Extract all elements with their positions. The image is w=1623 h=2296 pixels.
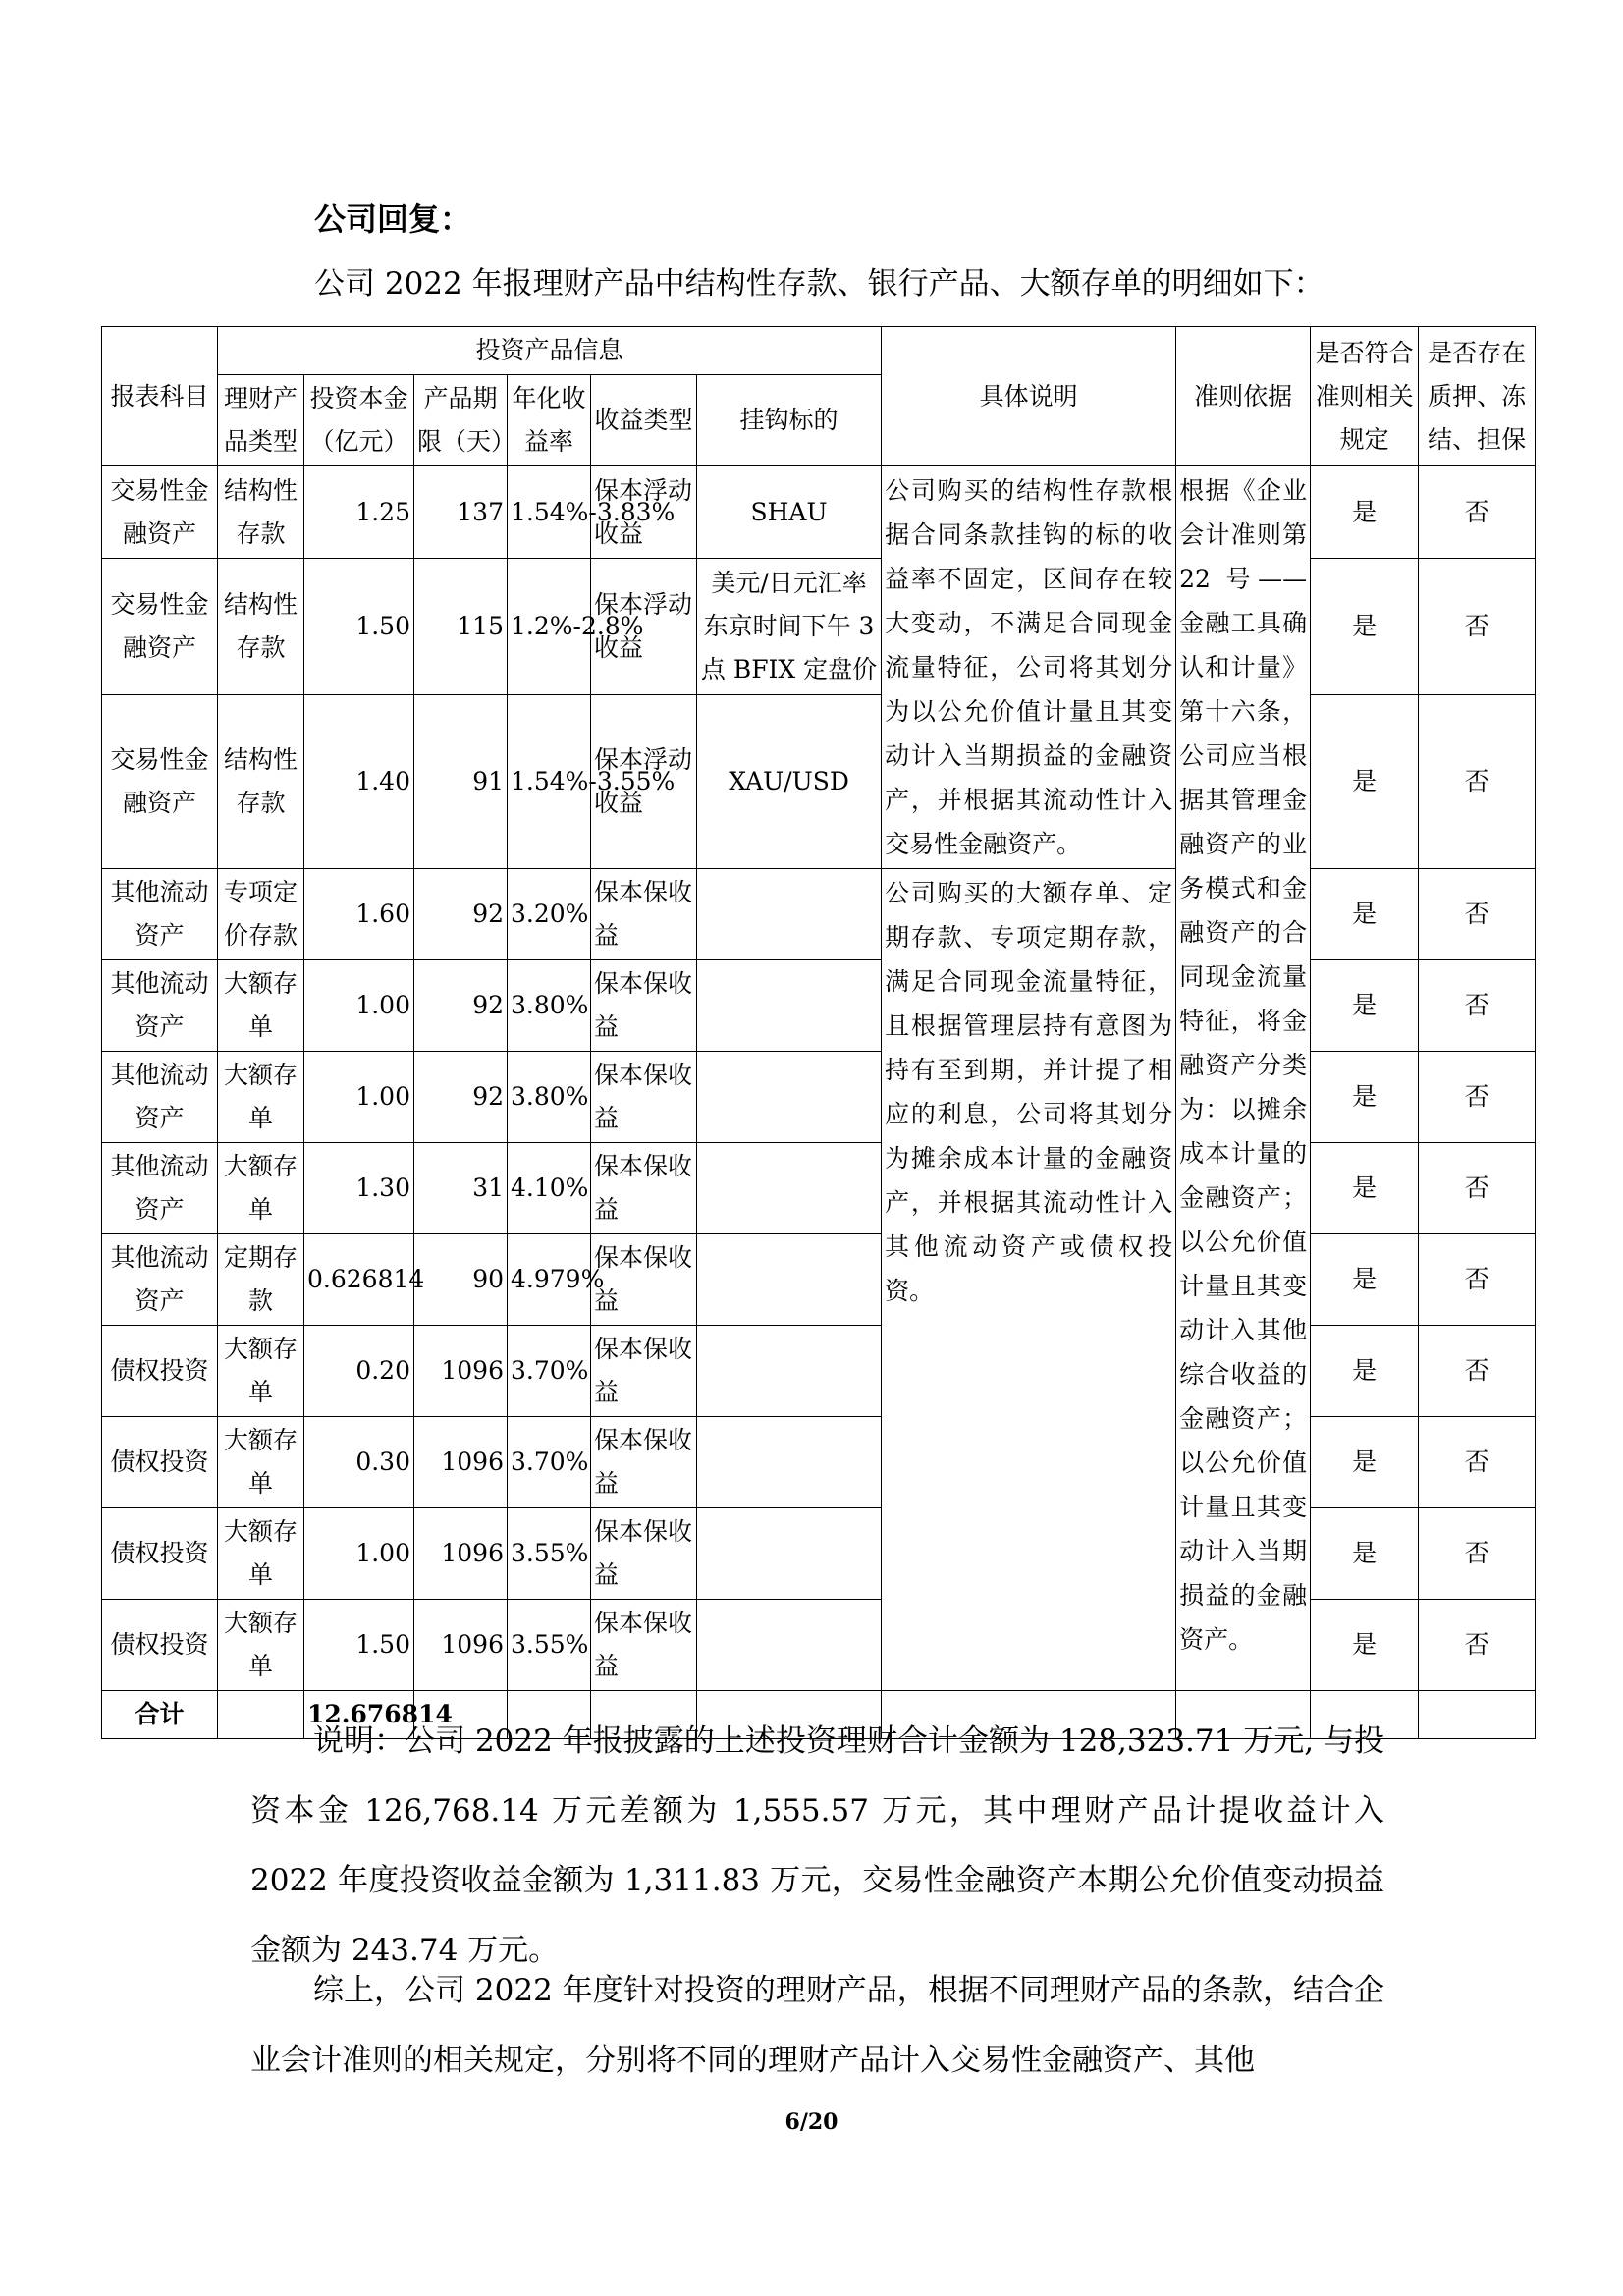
yield-cell: 3.55% — [508, 1600, 591, 1691]
account-cell: 债权投资 — [102, 1508, 218, 1600]
underlying-cell — [697, 1417, 882, 1508]
underlying-cell — [697, 1600, 882, 1691]
product-type-cell: 定期存款 — [218, 1234, 304, 1326]
table-row — [102, 1600, 1536, 1691]
total-empty-cell — [1419, 1691, 1536, 1739]
product-type-cell: 大额存单 — [218, 1417, 304, 1508]
table-row — [102, 869, 1536, 960]
table-row — [102, 960, 1536, 1052]
term-cell: 31 — [414, 1143, 508, 1234]
product-type-cell: 大额存单 — [218, 1052, 304, 1143]
yield-cell: 4.979% — [508, 1234, 591, 1326]
explanation-structured-cell: 公司购买的结构性存款根据合同条款挂钩的标的收益率不固定，区间存在较大变动，不满足合同现金流量特征，公司将其划分为以公允价值计量且其变动计入当期损益的金融资产，并根据其流动性计入交易性金融资产。 — [882, 466, 1176, 869]
table-row — [102, 1508, 1536, 1600]
table-row — [102, 1417, 1536, 1508]
yield-cell: 3.55% — [508, 1508, 591, 1600]
yield-cell: 1.54%-3.83% — [508, 466, 591, 559]
yield-cell: 3.20% — [508, 869, 591, 960]
underlying-cell — [697, 1508, 882, 1600]
income-type-cell: 保本保收益 — [591, 1508, 697, 1600]
product-type-cell: 大额存单 — [218, 960, 304, 1052]
table-row — [102, 466, 1536, 559]
term-cell: 115 — [414, 559, 508, 695]
underlying-cell: XAU/USD — [697, 694, 882, 868]
underlying-cell — [697, 960, 882, 1052]
pledge-cell: 否 — [1419, 1600, 1536, 1691]
table-row — [102, 1234, 1536, 1326]
account-cell: 债权投资 — [102, 1600, 218, 1691]
compliant-cell: 是 — [1311, 960, 1419, 1052]
header-basis: 准则依据 — [1176, 327, 1311, 466]
header-principal: 投资本金（亿元） — [304, 375, 414, 466]
yield-cell: 4.10% — [508, 1143, 591, 1234]
account-cell: 债权投资 — [102, 1326, 218, 1417]
term-cell: 90 — [414, 1234, 508, 1326]
compliant-cell: 是 — [1311, 869, 1419, 960]
pledge-cell: 否 — [1419, 1234, 1536, 1326]
total-value-cell: 12.676814 — [304, 1691, 414, 1739]
table-row — [102, 694, 1536, 868]
account-cell: 其他流动资产 — [102, 1234, 218, 1326]
income-type-cell: 保本浮动收益 — [591, 466, 697, 559]
page-number: 6/20 — [784, 2109, 839, 2135]
income-type-cell: 保本浮动收益 — [591, 559, 697, 695]
income-type-cell: 保本浮动收益 — [591, 694, 697, 868]
compliant-cell: 是 — [1311, 694, 1419, 868]
term-cell: 92 — [414, 869, 508, 960]
product-type-cell: 专项定价存款 — [218, 869, 304, 960]
underlying-cell: SHAU — [697, 466, 882, 559]
income-type-cell: 保本保收益 — [591, 1052, 697, 1143]
compliant-cell: 是 — [1311, 1143, 1419, 1234]
yield-cell: 1.54%-3.55% — [508, 694, 591, 868]
header-term: 产品期限（天） — [414, 375, 508, 466]
term-cell: 1096 — [414, 1326, 508, 1417]
header-account: 报表科目 — [102, 327, 218, 466]
pledge-cell: 否 — [1419, 1508, 1536, 1600]
principal-cell: 1.30 — [304, 1143, 414, 1234]
principal-cell: 1.00 — [304, 1052, 414, 1143]
principal-cell: 0.626814 — [304, 1234, 414, 1326]
income-type-cell: 保本保收益 — [591, 1417, 697, 1508]
term-cell: 92 — [414, 1052, 508, 1143]
product-type-cell: 结构性存款 — [218, 466, 304, 559]
header-explanation: 具体说明 — [882, 327, 1176, 466]
term-cell: 91 — [414, 694, 508, 868]
pledge-cell: 否 — [1419, 869, 1536, 960]
income-type-cell: 保本保收益 — [591, 1326, 697, 1417]
table-row — [102, 1326, 1536, 1417]
underlying-cell — [697, 1052, 882, 1143]
income-type-cell: 保本保收益 — [591, 869, 697, 960]
term-cell: 1096 — [414, 1600, 508, 1691]
header-compliant: 是否符合准则相关规定 — [1311, 327, 1419, 466]
product-type-cell: 大额存单 — [218, 1600, 304, 1691]
basis-cell: 根据《企业会计准则第 22 号——金融工具确认和计量》第十六条，公司应当根据其管理金融资产的业务模式和金融资产的合同现金流量特征，将金融资产分类为：以摊余成本计量的金融资产；以公允价值计量且其变动计入其他综合收益的金融资产；以公允价值计量且其变动计入当期损益的金融资产。 — [1176, 466, 1311, 1691]
principal-cell: 0.30 — [304, 1417, 414, 1508]
underlying-cell — [697, 869, 882, 960]
principal-cell: 1.00 — [304, 1508, 414, 1600]
compliant-cell: 是 — [1311, 1508, 1419, 1600]
compliant-cell: 是 — [1311, 559, 1419, 695]
pledge-cell: 否 — [1419, 694, 1536, 868]
principal-cell: 0.20 — [304, 1326, 414, 1417]
table-row — [102, 1052, 1536, 1143]
underlying-cell — [697, 1326, 882, 1417]
term-cell: 1096 — [414, 1417, 508, 1508]
yield-cell: 1.2%-2.8% — [508, 559, 591, 695]
account-cell: 交易性金融资产 — [102, 466, 218, 559]
compliant-cell: 是 — [1311, 1326, 1419, 1417]
header-product-info: 投资产品信息 — [218, 327, 882, 375]
product-type-cell: 结构性存款 — [218, 559, 304, 695]
pledge-cell: 否 — [1419, 960, 1536, 1052]
pledge-cell: 否 — [1419, 1052, 1536, 1143]
pledge-cell: 否 — [1419, 559, 1536, 695]
principal-cell: 1.50 — [304, 559, 414, 695]
summary-paragraph: 综上，公司 2022 年度针对投资的理财产品，根据不同理财产品的条款，结合企业会计准则的相关规定，分别将不同的理财产品计入交易性金融资产、其他 — [250, 1973, 1384, 2078]
income-type-cell: 保本保收益 — [591, 1143, 697, 1234]
compliant-cell: 是 — [1311, 1417, 1419, 1508]
underlying-cell — [697, 1143, 882, 1234]
yield-cell: 3.70% — [508, 1417, 591, 1508]
pledge-cell: 否 — [1419, 466, 1536, 559]
yield-cell: 3.70% — [508, 1326, 591, 1417]
total-label-cell: 合计 — [102, 1691, 218, 1739]
product-type-cell: 大额存单 — [218, 1508, 304, 1600]
product-type-cell: 大额存单 — [218, 1326, 304, 1417]
yield-cell: 3.80% — [508, 960, 591, 1052]
yield-cell: 3.80% — [508, 1052, 591, 1143]
pledge-cell: 否 — [1419, 1417, 1536, 1508]
product-type-cell: 结构性存款 — [218, 694, 304, 868]
account-cell: 其他流动资产 — [102, 1052, 218, 1143]
header-underlying: 挂钩标的 — [697, 375, 882, 466]
table-row — [102, 559, 1536, 695]
header-pledge: 是否存在质押、冻结、担保 — [1419, 327, 1536, 466]
principal-cell: 1.50 — [304, 1600, 414, 1691]
account-cell: 其他流动资产 — [102, 1143, 218, 1234]
account-cell: 债权投资 — [102, 1417, 218, 1508]
header-yield: 年化收益率 — [508, 375, 591, 466]
reply-title: 公司回复： — [314, 200, 472, 238]
principal-cell: 1.40 — [304, 694, 414, 868]
account-cell: 其他流动资产 — [102, 869, 218, 960]
pledge-cell: 否 — [1419, 1326, 1536, 1417]
underlying-cell: 美元/日元汇率东京时间下午 3 点 BFIX 定盘价 — [697, 559, 882, 695]
compliant-cell: 是 — [1311, 466, 1419, 559]
compliant-cell: 是 — [1311, 1052, 1419, 1143]
financial-products-table — [101, 326, 1536, 1739]
principal-cell: 1.60 — [304, 869, 414, 960]
pledge-cell: 否 — [1419, 1143, 1536, 1234]
table-row — [102, 1143, 1536, 1234]
product-type-cell: 大额存单 — [218, 1143, 304, 1234]
compliant-cell: 是 — [1311, 1234, 1419, 1326]
term-cell: 137 — [414, 466, 508, 559]
income-type-cell: 保本保收益 — [591, 1234, 697, 1326]
term-cell: 92 — [414, 960, 508, 1052]
header-product-type: 理财产品类型 — [218, 375, 304, 466]
underlying-cell — [697, 1234, 882, 1326]
income-type-cell: 保本保收益 — [591, 960, 697, 1052]
account-cell: 交易性金融资产 — [102, 694, 218, 868]
principal-cell: 1.25 — [304, 466, 414, 559]
header-income-type: 收益类型 — [591, 375, 697, 466]
explanation-paragraph: 说明：公司 2022 年报披露的上述投资理财合计金额为 128,323.71 万元, 与投资本金 126,768.14 万元差额为 1,555.57 万元，其中理财产品计提收益计入 2022 年度投资收益金额为 1,311.83 万元，交易性金融资产本期公允价值变动损益金额为 243.74 万元。 — [250, 1723, 1384, 1968]
term-cell: 1096 — [414, 1508, 508, 1600]
intro-sentence: 公司 2022 年报理财产品中结构性存款、银行产品、大额存单的明细如下： — [314, 266, 1325, 301]
income-type-cell: 保本保收益 — [591, 1600, 697, 1691]
explanation-deposits-cell: 公司购买的大额存单、定期存款、专项定期存款，满足合同现金流量特征，且根据管理层持有意图为持有至到期，并计提了相应的利息，公司将其划分为摊余成本计量的金融资产，并根据其流动性计入其他流动资产或债权投资。 — [882, 869, 1176, 1691]
compliant-cell: 是 — [1311, 1600, 1419, 1691]
account-cell: 交易性金融资产 — [102, 559, 218, 695]
principal-cell: 1.00 — [304, 960, 414, 1052]
account-cell: 其他流动资产 — [102, 960, 218, 1052]
